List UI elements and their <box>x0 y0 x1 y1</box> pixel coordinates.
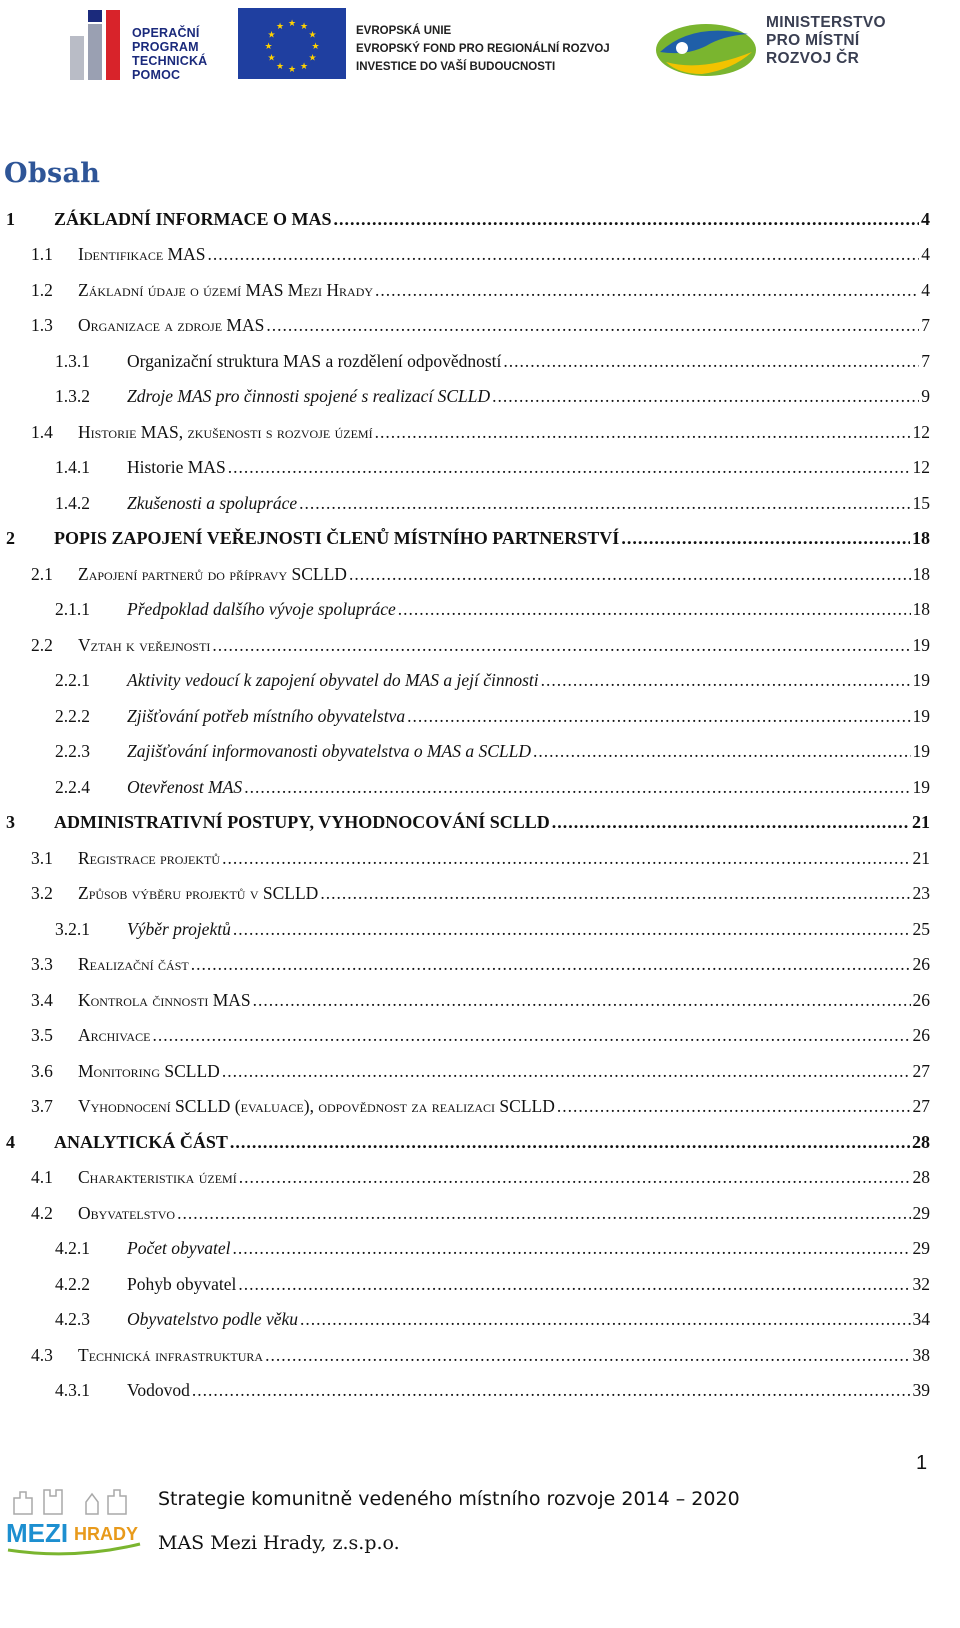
toc-entry[interactable] <box>55 666 930 694</box>
toc-number: 1.3 <box>31 315 53 335</box>
toc-number: 1.3.1 <box>55 351 90 371</box>
toc-number: 4.3 <box>31 1345 53 1365</box>
toc-entry[interactable] <box>31 1021 930 1049</box>
op-logo-line: TECHNICKÁ <box>132 54 208 68</box>
svg-text:★: ★ <box>267 53 276 64</box>
toc-entry[interactable] <box>55 347 930 375</box>
svg-text:★: ★ <box>299 62 309 72</box>
svg-text:★: ★ <box>275 62 285 72</box>
toc-page: 19 <box>912 706 930 726</box>
ministry-line: MINISTERSTVO <box>766 14 886 31</box>
header-logos <box>0 0 960 90</box>
toc-page: 25 <box>912 919 930 939</box>
toc-leader <box>557 1092 911 1120</box>
ministry-line: ROZVOJ ČR <box>766 50 860 67</box>
toc-entry[interactable] <box>55 773 930 801</box>
toc-page: 29 <box>912 1238 930 1258</box>
toc-leader <box>228 453 911 481</box>
toc-number: 4.2.3 <box>55 1309 90 1329</box>
toc-entry[interactable] <box>31 844 930 872</box>
toc-page: 9 <box>921 386 930 406</box>
toc-number: 2.2.2 <box>55 706 90 726</box>
toc-leader <box>238 1270 910 1298</box>
toc-leader <box>239 1163 911 1191</box>
toc-leader <box>212 631 910 659</box>
toc-entry[interactable] <box>31 418 930 446</box>
toc-title: Technická infrastruktura <box>78 1345 264 1365</box>
toc-entry[interactable] <box>55 1305 930 1333</box>
toc-number: 1.1 <box>31 244 53 264</box>
toc-leader <box>349 560 911 588</box>
op-logo-line: PROGRAM <box>132 40 199 54</box>
toc-entry[interactable] <box>31 1341 930 1369</box>
toc-entry[interactable] <box>6 524 930 552</box>
op-technical-assistance-logo <box>70 8 220 80</box>
toc-page: 18 <box>912 564 930 584</box>
toc-entry[interactable] <box>31 311 930 339</box>
eu-line: EVROPSKÁ UNIE <box>356 25 452 37</box>
toc-entry[interactable] <box>55 702 930 730</box>
toc-entry[interactable] <box>31 1199 930 1227</box>
toc-number: 1.4.2 <box>55 493 90 513</box>
toc-leader <box>177 1199 910 1227</box>
toc-title: Otevřenost MAS <box>127 777 243 797</box>
toc-page: 12 <box>912 422 930 442</box>
toc-title: POPIS ZAPOJENÍ VEŘEJNOSTI ČLENŮ MÍSTNÍHO PARTNERSTVÍ <box>54 528 620 548</box>
toc-page: 28 <box>912 1167 930 1187</box>
toc-page: 27 <box>912 1061 930 1081</box>
toc-page: 26 <box>912 1025 930 1045</box>
toc-entry[interactable] <box>6 808 930 836</box>
toc-page: 7 <box>921 315 930 335</box>
toc-title: Organizace a zdroje MAS <box>78 315 265 335</box>
svg-text:★: ★ <box>264 42 273 52</box>
svg-text:★: ★ <box>267 30 276 41</box>
toc-title: Zkušenosti a spolupráce <box>127 493 298 513</box>
toc-title: Zapojení partnerů do přípravy SCLLD <box>78 564 347 584</box>
eu-fund-text <box>356 22 610 76</box>
toc-title: Vodovod <box>127 1380 190 1400</box>
mas-mezi-hrady-logo <box>4 1484 144 1564</box>
toc-number: 2.2.3 <box>55 741 90 761</box>
toc-number: 3.5 <box>31 1025 53 1045</box>
toc-title: Předpoklad dalšího vývoje spolupráce <box>127 599 396 619</box>
toc-title: ANALYTICKÁ ČÁST <box>54 1132 228 1152</box>
ministry-line: PRO MÍSTNÍ <box>766 32 860 49</box>
toc-leader <box>407 702 910 730</box>
toc-page: 12 <box>912 457 930 477</box>
toc-number: 3.2.1 <box>55 919 90 939</box>
toc-entry[interactable] <box>55 737 930 765</box>
toc-leader <box>299 489 910 517</box>
eu-flag-icon <box>238 8 346 79</box>
toc-leader <box>191 950 911 978</box>
toc-title: Monitoring SCLLD <box>78 1061 220 1081</box>
toc-title: Registrace projektů <box>78 848 221 868</box>
toc-number: 1 <box>6 209 15 229</box>
toc-number: 4.3.1 <box>55 1380 90 1400</box>
toc-entry[interactable] <box>31 276 930 304</box>
toc-page: 21 <box>912 848 930 868</box>
logo-word-mezi: MEZI <box>6 1518 69 1548</box>
toc-entry[interactable] <box>6 205 930 233</box>
toc-page: 21 <box>912 812 930 832</box>
eu-line: EVROPSKÝ FOND PRO REGIONÁLNÍ ROZVOJ <box>356 43 610 55</box>
toc-entry[interactable] <box>55 915 930 943</box>
toc-page: 19 <box>912 670 930 690</box>
toc-number: 2.2.1 <box>55 670 90 690</box>
ministry-emblem-icon <box>652 12 760 82</box>
toc-leader <box>233 915 911 943</box>
toc-entry[interactable] <box>55 1376 930 1404</box>
svg-text:★: ★ <box>308 30 317 41</box>
toc-entry[interactable] <box>31 879 930 907</box>
svg-text:★: ★ <box>311 42 320 52</box>
toc-leader <box>621 524 910 552</box>
toc-leader <box>503 347 919 375</box>
toc-page: 38 <box>912 1345 930 1365</box>
toc-title: Charakteristika území <box>78 1167 237 1187</box>
toc-entry[interactable] <box>31 631 930 659</box>
toc-title: Archivace <box>78 1025 151 1045</box>
toc-entry[interactable] <box>55 1234 930 1262</box>
toc-leader <box>222 844 910 872</box>
toc-number: 3.4 <box>31 990 53 1010</box>
toc-number: 3.2 <box>31 883 53 903</box>
toc-leader <box>492 382 919 410</box>
toc-page: 19 <box>912 635 930 655</box>
toc-page: 4 <box>921 280 930 300</box>
toc-number: 4.2.2 <box>55 1274 90 1294</box>
toc-entry[interactable] <box>31 1163 930 1191</box>
toc-number: 1.3.2 <box>55 386 90 406</box>
toc-title: ADMINISTRATIVNÍ POSTUPY, VYHODNOCOVÁNÍ SCLLD <box>54 812 550 832</box>
toc-leader <box>244 773 910 801</box>
toc-entry[interactable] <box>55 595 930 623</box>
footer-strategy-title: Strategie komunitně vedeného místního rozvoje 2014 – 2020 <box>158 1488 740 1510</box>
toc-leader <box>552 808 910 836</box>
toc-page: 26 <box>912 990 930 1010</box>
toc-title: Historie MAS <box>127 457 226 477</box>
toc-leader <box>230 1128 910 1156</box>
svg-text:★: ★ <box>287 65 297 75</box>
toc-title: Pohyb obyvatel <box>127 1274 237 1294</box>
toc-number: 4.1 <box>31 1167 53 1187</box>
toc-page: 19 <box>912 777 930 797</box>
toc-page: 4 <box>921 209 930 229</box>
toc-leader <box>222 1057 911 1085</box>
toc-number: 2.2 <box>31 635 53 655</box>
toc-number: 3.7 <box>31 1096 53 1116</box>
toc-page: 28 <box>912 1132 930 1152</box>
toc-page: 18 <box>912 528 930 548</box>
footer-organization: MAS Mezi Hrady, z.s.p.o. <box>158 1532 400 1554</box>
toc-entry[interactable] <box>6 1128 930 1156</box>
toc-page: 23 <box>912 883 930 903</box>
toc-entry[interactable] <box>31 560 930 588</box>
toc-title: Základní údaje o území MAS Mezi Hrady <box>78 280 374 300</box>
toc-number: 2.2.4 <box>55 777 90 797</box>
ministry-text <box>766 14 886 68</box>
toc-page: 15 <box>912 493 930 513</box>
toc-leader <box>398 595 911 623</box>
toc-number: 3.6 <box>31 1061 53 1081</box>
toc-page: 19 <box>912 741 930 761</box>
toc-title: Historie MAS, zkušenosti s rozvoje území <box>78 422 373 442</box>
toc-title: Aktivity vedoucí k zapojení obyvatel do MAS a její činnosti <box>127 670 539 690</box>
toc-entry[interactable] <box>31 1057 930 1085</box>
toc-entry[interactable] <box>55 453 930 481</box>
toc-leader <box>375 418 911 446</box>
toc-number: 4 <box>6 1132 15 1152</box>
toc-leader <box>533 737 911 765</box>
toc-entry[interactable] <box>31 1092 930 1120</box>
toc-leader <box>192 1376 911 1404</box>
toc-number: 2.1.1 <box>55 599 90 619</box>
toc-entry[interactable] <box>31 240 930 268</box>
op-logo-line: OPERAČNÍ <box>132 26 200 40</box>
toc-leader <box>152 1021 910 1049</box>
toc-title: Obyvatelstvo <box>78 1203 176 1223</box>
toc-number: 2.1 <box>31 564 53 584</box>
toc-page: 27 <box>912 1096 930 1116</box>
toc-number: 1.2 <box>31 280 53 300</box>
toc-page: 26 <box>912 954 930 974</box>
toc-entry[interactable] <box>31 950 930 978</box>
toc-heading: Obsah <box>4 158 101 189</box>
toc-entry[interactable] <box>55 489 930 517</box>
toc-title: Zajišťování informovanosti obyvatelstva o MAS a SCLLD <box>127 741 531 761</box>
toc-number: 3.3 <box>31 954 53 974</box>
toc-entry[interactable] <box>55 1270 930 1298</box>
toc-leader <box>541 666 911 694</box>
toc-leader <box>334 205 919 233</box>
toc-page: 18 <box>912 599 930 619</box>
svg-text:★: ★ <box>275 22 285 32</box>
toc-title: ZÁKLADNÍ INFORMACE O MAS <box>54 209 332 229</box>
toc-leader <box>266 311 919 339</box>
toc-entry[interactable] <box>31 986 930 1014</box>
toc-title: Vyhodnocení SCLLD (evaluace), odpovědnost za realizaci SCLLD <box>78 1096 555 1116</box>
toc-leader <box>207 240 919 268</box>
op-bars-icon <box>70 8 124 80</box>
toc-number: 4.2.1 <box>55 1238 90 1258</box>
toc-page: 32 <box>912 1274 930 1294</box>
toc-leader <box>233 1234 911 1262</box>
logo-word-hrady: HRADY <box>74 1524 139 1544</box>
toc-page: 7 <box>921 351 930 371</box>
svg-text:★: ★ <box>287 19 297 29</box>
toc-title: Organizační struktura MAS a rozdělení odpovědností <box>127 351 502 371</box>
page-number: 1 <box>916 1452 928 1474</box>
eu-line: INVESTICE DO VAŠÍ BUDOUCNOSTI <box>356 61 556 73</box>
toc-title: Vztah k veřejnosti <box>78 635 211 655</box>
toc-title: Kontrola činnosti MAS <box>78 990 251 1010</box>
toc-leader <box>300 1305 910 1333</box>
toc-entry[interactable] <box>55 382 930 410</box>
toc-leader <box>375 276 919 304</box>
toc-leader <box>265 1341 910 1369</box>
toc-title: Zjišťování potřeb místního obyvatelstva <box>127 706 406 726</box>
toc-number: 4.2 <box>31 1203 53 1223</box>
toc-title: Obyvatelstvo podle věku <box>127 1309 299 1329</box>
toc-page: 39 <box>912 1380 930 1400</box>
toc-leader <box>320 879 910 907</box>
svg-text:★: ★ <box>308 53 317 64</box>
toc-title: Výběr projektů <box>127 919 231 939</box>
toc-title: Zdroje MAS pro činnosti spojené s realizací SCLLD <box>127 386 491 406</box>
toc-title: Identifikace MAS <box>78 244 206 264</box>
toc-page: 29 <box>912 1203 930 1223</box>
toc-page: 4 <box>921 244 930 264</box>
toc-number: 3 <box>6 812 15 832</box>
svg-text:★: ★ <box>299 22 309 32</box>
toc-number: 1.4 <box>31 422 53 442</box>
toc-page: 34 <box>912 1309 930 1329</box>
toc-number: 2 <box>6 528 15 548</box>
op-logo-line: POMOC <box>132 68 181 82</box>
toc-title: Počet obyvatel <box>127 1238 231 1258</box>
toc-title: Způsob výběru projektů v SCLLD <box>78 883 319 903</box>
toc-leader <box>253 986 911 1014</box>
toc-number: 1.4.1 <box>55 457 90 477</box>
toc-title: Realizační část <box>78 954 189 974</box>
toc-number: 3.1 <box>31 848 53 868</box>
